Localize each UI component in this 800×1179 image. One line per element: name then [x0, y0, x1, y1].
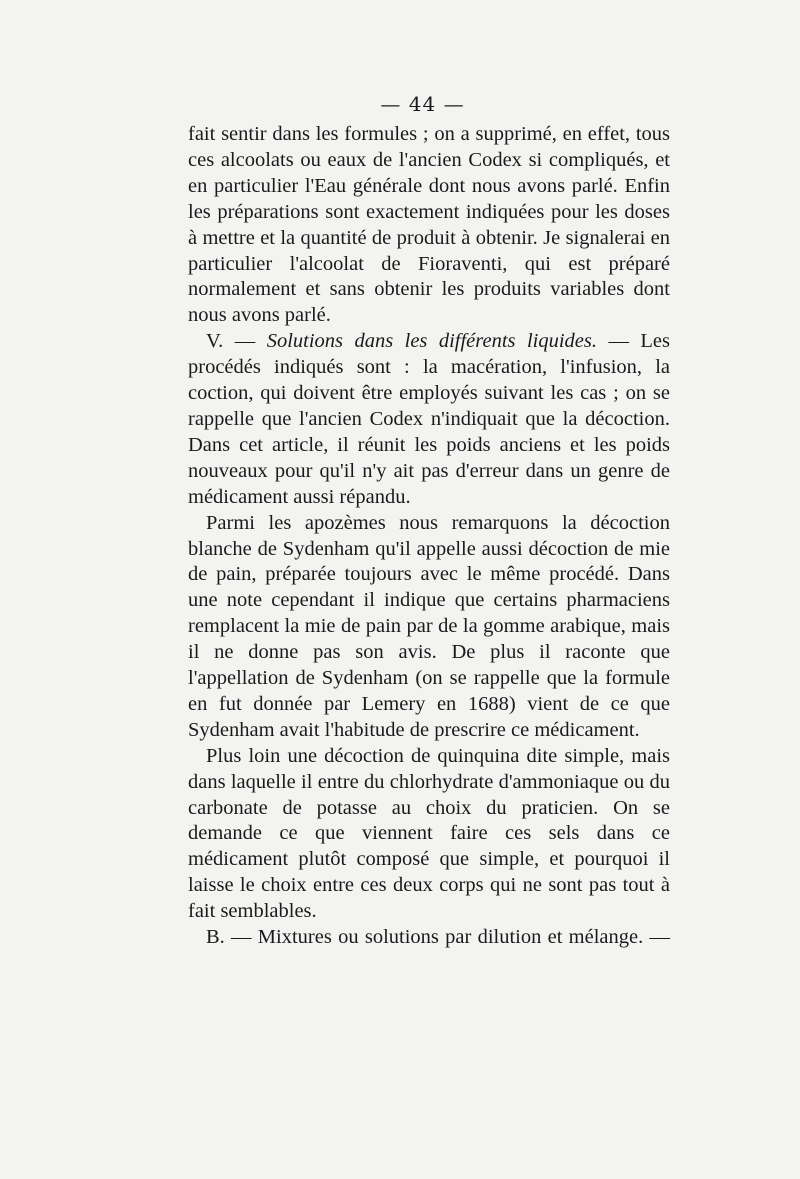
paragraph-5: B. — Mixtures ou solutions par dilution et mélange. — — [206, 926, 670, 949]
paragraph-1: fait sentir dans les formules ; on a supprimé, en effet, tous ces alcoolats ou eaux de l'ancien Codex si compliqués, et en particulier l'Eau générale dont nous avons parlé. Enfin les préparations sont exactement indiquées pour les doses à mettre et la quantité de produit à obtenir. Je signalerai en particulier l'alcoolat de Fioraventi, qui est préparé normalement et sans obtenir les produits variables dont nous avons parlé. — [188, 123, 670, 327]
paragraph-2 — [188, 329, 670, 510]
section-title: Solutions dans les différents liquides. — [266, 330, 597, 353]
section-number: V. — — [206, 330, 267, 353]
paragraph-4: Plus loin une décoction de quinquina dite simple, mais dans laquelle il entre du chlorhydrate d'ammoniaque ou du carbonate de potasse au choix du praticien. On se demande ce que viennent faire ces sels dans ce médicament plutôt composé que simple, et pourquoi il laisse le choix entre ces deux corps qui ne sont pas tout à fait semblables. — [188, 744, 670, 923]
paragraph-2-body: — Les procédés indiqués sont : la macération, l'infusion, la coction, qui doivent être employés suivant les cas ; on se rappelle que l'ancien Codex n'indiquait que la décoction. Dans cet article, il réunit les poids anciens et les poids nouveaux pour qu'il n'y ait pas d'erreur dans un genre de médicament aussi répandu. — [188, 330, 670, 508]
body-text — [188, 122, 670, 951]
page-number: — 44 — — [380, 92, 465, 116]
paragraph-3: Parmi les apozèmes nous remarquons la décoction blanche de Sydenham qu'il appelle aussi décoction de mie de pain, préparée toujours avec le même procédé. Dans une note cependant il indique que certains pharmaciens remplacent la mie de pain par de la gomme arabique, mais il ne donne pas son avis. De plus il raconte que l'appellation de Sydenham (on se rappelle que la formule en fut donnée par Lemery en 1688) vient de ce que Sydenham avait l'habitude de prescrire ce médicament. — [188, 511, 670, 741]
